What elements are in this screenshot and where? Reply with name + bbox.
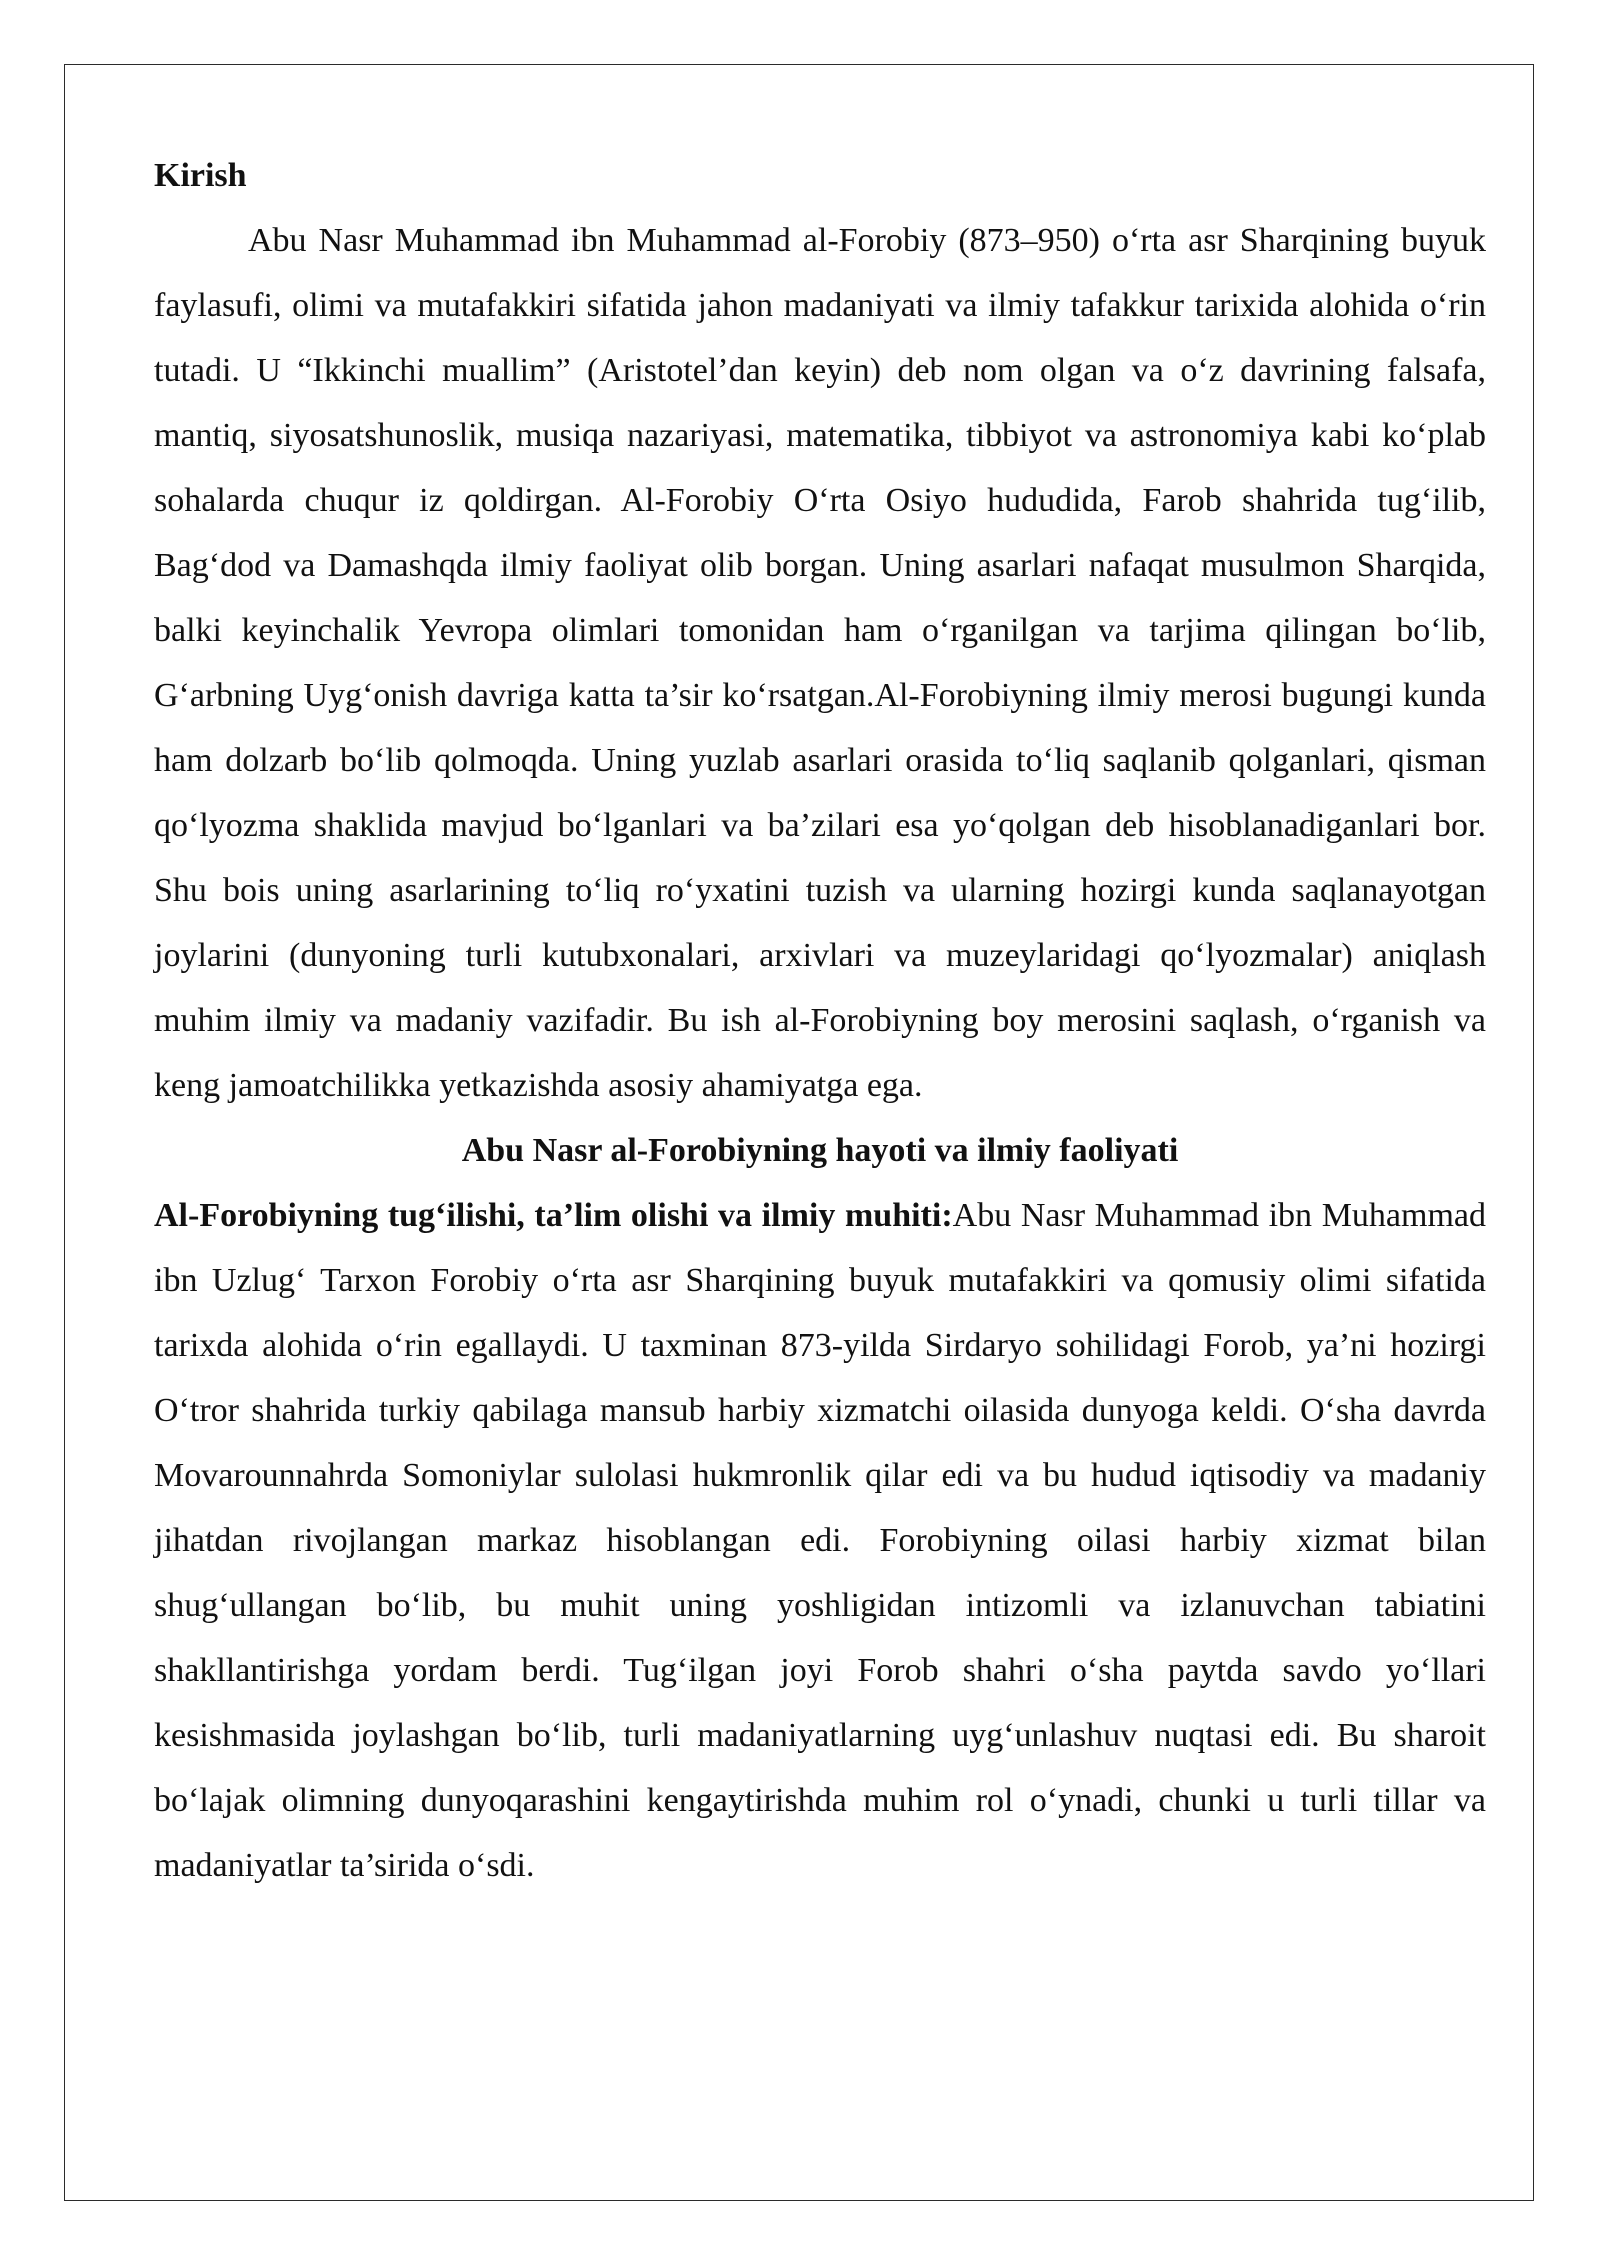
intro-heading: Kirish: [154, 157, 247, 194]
section-heading: Abu Nasr al-Forobiyning hayoti va ilmiy faoliyati: [461, 1132, 1179, 1169]
section-lead: Al-Forobiyning tugʻilishi, ta’lim olishi va ilmiy muhiti:: [154, 1197, 953, 1234]
intro-paragraph: Abu Nasr Muhammad ibn Muhammad al-Forobiy (873–950) oʻrta asr Sharqining buyuk faylasufi, olimi va mutafakkiri sifatida jahon madaniyati va ilmiy tafakkur tarixida alohida oʻrin tutadi. U “Ikkinchi muallim” (Aristotel’dan keyin) deb nom olgan va oʻz davrining falsafa, mantiq, siyosatshunoslik, musiqa nazariyasi, matematika, tibbiyot va astronomiya kabi koʻplab sohalarda chuqur iz qoldirgan. Al-Forobiy Oʻrta Osiyo hududida, Farob shahrida tugʻilib, Bagʻdod va Damashqda ilmiy faoliyat olib borgan. Uning asarlari nafaqat musulmon Sharqida, balki keyinchalik Yevropa olimlari tomonidan ham oʻrganilgan va tarjima qilingan boʻlib, Gʻarbning Uygʻonish davriga katta ta’sir koʻrsatgan.Al-Forobiyning ilmiy merosi bugungi kunda ham dolzarb boʻlib qolmoqda. Uning yuzlab asarlari orasida toʻliq saqlanib qolganlari, qisman qoʻlyozma shaklida mavjud boʻlganlari va ba’zilari esa yoʻqolgan deb hisoblanadiganlari bor. Shu bois uning asarlarining toʻliq roʻyxatini tuzish va ularning hozirgi kunda saqlanayotgan joylarini (dunyoning turli kutubxonalari, arxivlari va muzeylaridagi qoʻlyozmalar) aniqlash muhim ilmiy va madaniy vazifadir. Bu ish al-Forobiyning boy merosini saqlash, oʻrganish va keng jamoatchilikka yetkazishda asosiy ahamiyatga ega.: [154, 222, 1486, 1104]
section-paragraph-text: Abu Nasr Muhammad ibn Muhammad ibn Uzlugʻ Tarxon Forobiy oʻrta asr Sharqining buyuk mutafakkiri va qomusiy olimi sifatida tarixda alohida oʻrin egallaydi. U taxminan 873-yilda Sirdaryo sohilidagi Forob, ya’ni hozirgi Oʻtror shahrida turkiy qabilaga mansub harbiy xizmatchi oilasida dunyoga keldi. Oʻsha davrda Movarounnahrda Somoniylar sulolasi hukmronlik qilar edi va bu hudud iqtisodiy va madaniy jihatdan rivojlangan markaz hisoblangan edi. Forobiyning oilasi harbiy xizmat bilan shugʻullangan boʻlib, bu muhit uning yoshligidan intizomli va izlanuvchan tabiatini shakllantirishga yordam berdi. Tugʻilgan joyi Forob shahri oʻsha paytda savdo yoʻllari kesishmasida joylashgan boʻlib, turli madaniyatlarning uygʻunlashuv nuqtasi edi. Bu sharoit boʻlajak olimning dunyoqarashini kengaytirishda muhim rol oʻynadi, chunki u turli tillar va madaniyatlar ta’sirida oʻsdi.: [154, 1197, 1486, 1884]
section-paragraph: [154, 1183, 1486, 1898]
document-body: [154, 143, 1486, 1898]
